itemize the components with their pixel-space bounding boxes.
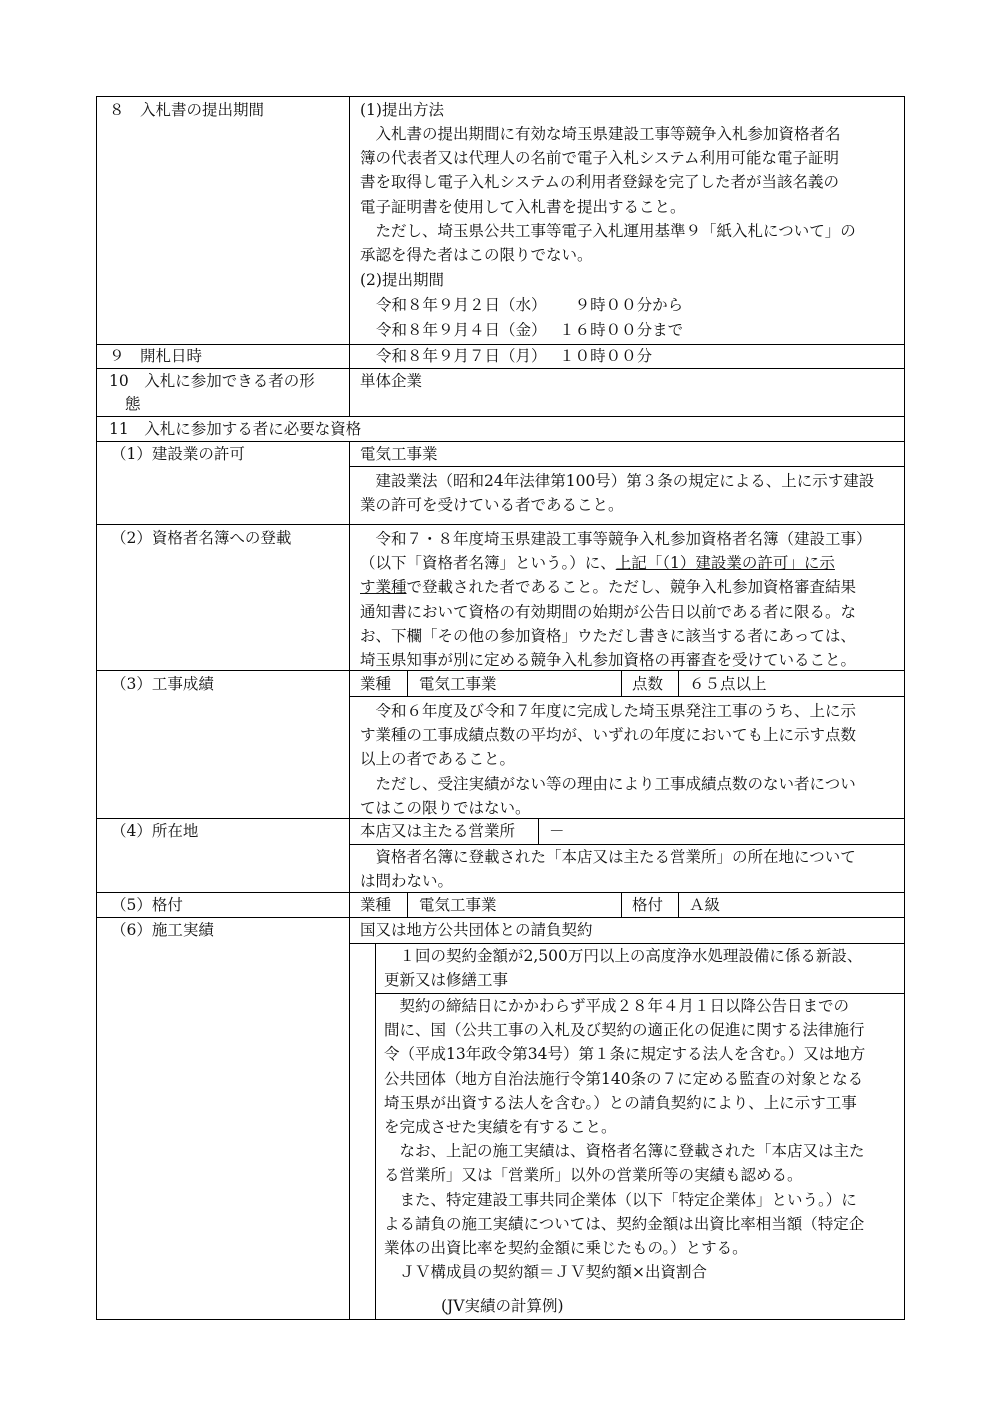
document-table	[96, 96, 905, 1320]
work-record-text: 令和６年度及び令和７年度に完成した埼玉県発注工事のうち、上に示 す業種の工事成績点数の平均が、いずれの年度においても上に示す点数 以上の者であること。 ただし、受注実績がない等の理由により工事成績点数のない者につい てはこの限りではない。	[360, 702, 857, 817]
row-rating	[97, 893, 904, 918]
label-construction-record: （6）施工実績	[111, 921, 214, 939]
row-submission-period	[97, 97, 904, 345]
rating-type-value: 電気工事業	[419, 896, 497, 914]
row-construction-license	[97, 442, 904, 525]
construction-record-subject: １回の契約金額が2,500万円以上の高度浄水処理設備に係る新設、 更新又は修繕工事	[384, 947, 863, 990]
heading-period: (2)提出期間	[360, 271, 444, 289]
rating-grade-value: Ａ級	[689, 896, 721, 914]
location-value: －	[549, 822, 565, 840]
rating-grade-key: 格付	[632, 896, 664, 914]
row-participant-form	[97, 369, 904, 417]
registry-text: 令和７・８年度埼玉県建設工事等競争入札参加資格者名簿（建設工事） （以下「資格者名簿」という。）に、上記「（1）建設業の許可」に示 す業種で登載された者であること。ただし、競争入札参加資格審査結果 通知書において資格の有効期間の始期が公告日以前である者に限る。な お、下欄「その他の参加資格」ウただし書きに該当する者にあっては、 埼玉県知事が別に定める競争入札参加資格の再審査を受けていること。	[360, 530, 872, 670]
label-submission-period: ８ 入札書の提出期間	[109, 101, 265, 119]
row-construction-record	[97, 918, 904, 1319]
label-work-record: （3）工事成績	[111, 675, 214, 693]
period-start: 令和８年９月２日（水） ９時００分から	[376, 296, 684, 314]
opening-date-value: 令和８年９月７日（月） １０時００分	[376, 347, 653, 365]
location-key: 本店又は主たる営業所	[360, 822, 516, 840]
row-work-record	[97, 671, 904, 819]
construction-record-head: 国又は地方公共団体との請負契約	[360, 921, 593, 939]
work-record-type-key: 業種	[360, 675, 392, 693]
label-opening-date: ９ 開札日時	[109, 347, 203, 365]
row-location	[97, 819, 904, 893]
license-type-value: 電気工事業	[360, 445, 438, 463]
row-opening-date	[97, 345, 904, 369]
label-construction-license: （1）建設業の許可	[111, 445, 245, 463]
construction-record-text: 契約の締結日にかかわらず平成２８年４月１日以降公告日までの 間に、国（公共工事の入札及び契約の適正化の促進に関する法律施行 令（平成13年政令第34号）第１条に規定する法人を含む。）又は地方 公共団体（地方自治法施行令第140条の７に定める監査の対象となる 埼玉県が出資する法人を含む。）との請負契約により、上に示す工事 を完成させた実績を有すること。 なお、上記の施工実績は、資格者名簿に登載された「本店又は主た る営業所」又は「営業所」以外の営業所等の実績も認める。 また、特定建設工事共同企業体（以下「特定企業体」という。）に よる請負の施工実績については、契約金額は出資比率相当額（特定企 業体の出資比率を契約金額に乗じたもの。）とする。 ＪＶ構成員の契約額＝ＪＶ契約額×出資割合	[384, 997, 866, 1282]
participant-form-value: 単体企業	[360, 372, 423, 390]
method-text: 入札書の提出期間に有効な埼玉県建設工事等競争入札参加資格者名 簿の代表者又は代理人の名前で電子入札システム利用可能な電子証明 書を取得し電子入札システムの利用者登録を完了した者が当該名義の 電子証明書を使用して入札書を提出すること。 ただし、埼玉県公共工事等電子入札運用基準９「紙入札について」の 承認を得た者はこの限りでない。	[360, 125, 856, 265]
row-qualification-header	[97, 417, 904, 442]
label-participant-form: 10 入札に参加できる者の形	[109, 372, 315, 390]
work-record-score-value: ６５点以上	[689, 675, 767, 693]
work-record-type-value: 電気工事業	[419, 675, 497, 693]
rating-type-key: 業種	[360, 896, 392, 914]
work-record-score-key: 点数	[632, 675, 664, 693]
heading-method: (1)提出方法	[360, 101, 444, 119]
row-registry	[97, 525, 904, 671]
label-participant-form-cont: 態	[125, 395, 141, 413]
period-end: 令和８年９月４日（金） １６時００分まで	[376, 321, 684, 339]
location-text: 資格者名簿に登載された「本店又は主たる営業所」の所在地について は問わない。	[360, 848, 856, 891]
label-rating: （5）格付	[111, 896, 183, 914]
jv-calculation-example: (JV実績の計算例)	[441, 1297, 564, 1315]
label-location: （4）所在地	[111, 822, 199, 840]
label-qualifications: 11 入札に参加する者に必要な資格	[109, 420, 362, 438]
license-text: 建設業法（昭和24年法律第100号）第３条の規定による、上に示す建設 業の許可を受けている者であること。	[360, 472, 875, 515]
label-registry: （2）資格者名簿への登載	[111, 529, 292, 547]
